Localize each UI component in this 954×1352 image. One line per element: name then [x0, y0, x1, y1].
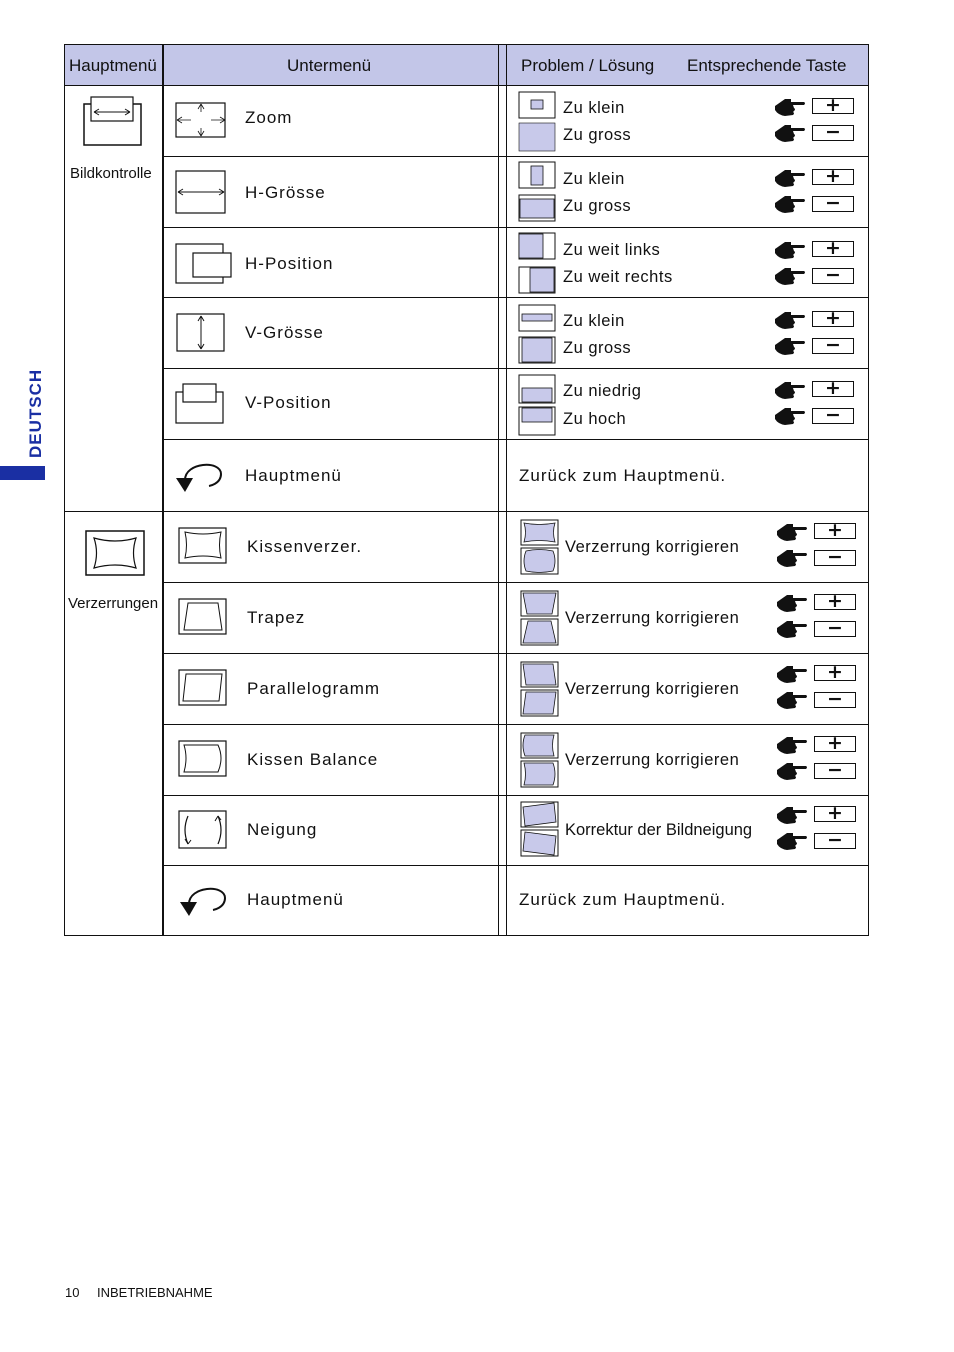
- sub-label-parallelogram: Parallelogramm: [247, 679, 381, 698]
- problem-label: Zu klein: [563, 99, 625, 117]
- header-button: Entsprechende Taste: [687, 56, 847, 75]
- problem-label: Verzerrung korrigieren: [565, 609, 740, 627]
- plus-button[interactable]: [812, 165, 854, 187]
- header-main-menu: Hauptmenü: [69, 56, 157, 75]
- problem-label: Zu klein: [563, 170, 625, 188]
- too-high-icon: [518, 406, 556, 436]
- grid-line: [506, 44, 507, 936]
- minus-button[interactable]: [812, 264, 854, 286]
- minus-button-label: −: [827, 759, 843, 781]
- grid-line: [163, 156, 868, 157]
- minus-button-label: −: [825, 404, 841, 426]
- plus-button-label: +: [825, 307, 841, 329]
- minus-button[interactable]: [814, 617, 856, 639]
- minus-button[interactable]: [814, 546, 856, 568]
- page-number: 10: [65, 1285, 80, 1300]
- sub-label-h-position: H-Position: [245, 254, 334, 273]
- pincushion-pair-icon: [520, 519, 560, 575]
- problem-label: Zu niedrig: [563, 382, 642, 400]
- plus-button-label: +: [825, 377, 841, 399]
- pointing-hand-icon: [775, 547, 809, 569]
- minus-button[interactable]: [812, 404, 854, 426]
- problem-label: Zu klein: [563, 312, 625, 330]
- minus-button[interactable]: [814, 829, 856, 851]
- pointing-hand-icon: [773, 167, 807, 189]
- pointing-hand-icon: [775, 663, 809, 685]
- grid-line: [163, 511, 868, 512]
- language-tab-marker: [0, 466, 45, 480]
- minus-button[interactable]: [814, 759, 856, 781]
- too-far-right-icon: [518, 266, 556, 294]
- zoom-icon: [175, 102, 227, 138]
- plus-button[interactable]: [814, 590, 856, 612]
- too-tall-icon: [518, 336, 556, 364]
- pointing-hand-icon: [773, 193, 807, 215]
- plus-button[interactable]: [812, 307, 854, 329]
- pointing-hand-icon: [775, 760, 809, 782]
- plus-button[interactable]: [812, 94, 854, 116]
- distortion-icon: [85, 530, 147, 578]
- problem-label: Zu hoch: [563, 410, 627, 428]
- pointing-hand-icon: [773, 239, 807, 261]
- minus-button-label: −: [825, 121, 841, 143]
- pointing-hand-icon: [773, 122, 807, 144]
- grid-line: [64, 44, 869, 45]
- grid-line: [163, 724, 868, 725]
- image-control-icon: [82, 95, 144, 149]
- grid-line: [162, 44, 164, 936]
- sub-label-v-size: V-Grösse: [245, 323, 324, 342]
- plus-button-label: +: [827, 732, 843, 754]
- grid-line: [868, 44, 869, 936]
- minus-button-label: −: [827, 617, 843, 639]
- pointing-hand-icon: [773, 96, 807, 118]
- sub-label-tilt: Neigung: [247, 820, 318, 839]
- language-tab-label: DEUTSCH: [26, 368, 45, 458]
- pointing-hand-icon: [773, 379, 807, 401]
- minus-button[interactable]: [812, 192, 854, 214]
- header-problem: Problem / Lösung: [521, 56, 655, 75]
- grid-line: [498, 44, 499, 936]
- minus-button-label: −: [827, 546, 843, 568]
- minus-button[interactable]: [812, 334, 854, 356]
- pincushion-balance-icon: [178, 740, 228, 778]
- problem-label: Zu gross: [563, 339, 632, 357]
- minus-button-label: −: [827, 829, 843, 851]
- pointing-hand-icon: [773, 335, 807, 357]
- parallelogram-icon: [178, 669, 228, 707]
- too-narrow-icon: [518, 161, 556, 189]
- group-label-image-control: Bildkontrolle: [70, 165, 152, 182]
- problem-label: Zu weit rechts: [563, 268, 673, 286]
- grid-line: [163, 439, 868, 440]
- minus-button-label: −: [825, 264, 841, 286]
- plus-button[interactable]: [814, 802, 856, 824]
- minus-button-label: −: [825, 334, 841, 356]
- back-to-main-menu-text: Zurück zum Hauptmenü.: [519, 466, 727, 485]
- plus-button-label: +: [827, 802, 843, 824]
- sub-label-pincushion-balance: Kissen Balance: [247, 750, 379, 769]
- grid-line: [64, 85, 869, 86]
- pincushion-icon: [178, 527, 228, 565]
- plus-button-label: +: [827, 590, 843, 612]
- group-label-distortion: Verzerrungen: [68, 595, 159, 612]
- too-far-left-icon: [518, 232, 556, 260]
- plus-button-label: +: [825, 94, 841, 116]
- plus-button[interactable]: [814, 519, 856, 541]
- tilt-icon: [178, 810, 228, 850]
- minus-button[interactable]: [812, 121, 854, 143]
- grid-line: [163, 227, 868, 228]
- sub-label-trapezoid: Trapez: [247, 608, 306, 627]
- pointing-hand-icon: [773, 405, 807, 427]
- plus-button[interactable]: [814, 732, 856, 754]
- trapezoid-pair-icon: [520, 590, 560, 646]
- trapezoid-icon: [178, 598, 228, 636]
- problem-label: Korrektur der Bildneigung: [565, 821, 753, 839]
- tilt-pair-icon: [520, 801, 560, 857]
- header-sub-menu: Untermenü: [287, 56, 372, 75]
- pointing-hand-icon: [775, 592, 809, 614]
- problem-label: Verzerrung korrigieren: [565, 751, 740, 769]
- parallelogram-pair-icon: [520, 661, 560, 717]
- grid-line: [163, 582, 868, 583]
- pointing-hand-icon: [773, 309, 807, 331]
- too-wide-icon: [518, 194, 556, 222]
- v-size-icon: [176, 313, 226, 353]
- sub-label-zoom: Zoom: [245, 108, 293, 127]
- problem-label: Zu weit links: [563, 241, 661, 259]
- h-position-icon: [175, 243, 233, 285]
- sub-label-pincushion: Kissenverzer.: [247, 537, 363, 556]
- too-low-icon: [518, 374, 556, 404]
- grid-line: [163, 795, 868, 796]
- pincushion-balance-pair-icon: [520, 732, 560, 788]
- too-large-icon: [518, 122, 556, 152]
- pointing-hand-icon: [775, 804, 809, 826]
- grid-line: [163, 865, 868, 866]
- problem-label: Zu gross: [563, 126, 632, 144]
- sub-label-h-size: H-Grösse: [245, 183, 326, 202]
- pointing-hand-icon: [775, 734, 809, 756]
- h-size-icon: [175, 170, 227, 214]
- plus-button[interactable]: [812, 377, 854, 399]
- too-small-icon: [518, 91, 556, 119]
- pointing-hand-icon: [775, 689, 809, 711]
- sub-label-main-menu: Hauptmenü: [245, 466, 342, 485]
- pointing-hand-icon: [775, 830, 809, 852]
- grid-line: [64, 511, 163, 512]
- minus-button-label: −: [825, 192, 841, 214]
- minus-button[interactable]: [814, 688, 856, 710]
- plus-button-label: +: [827, 661, 843, 683]
- problem-label: Verzerrung korrigieren: [565, 538, 740, 556]
- minus-button-label: −: [827, 688, 843, 710]
- grid-line: [163, 368, 868, 369]
- return-arrow-icon: [173, 458, 225, 494]
- sub-label-v-position: V-Position: [245, 393, 332, 412]
- sub-label-main-menu: Hauptmenü: [247, 890, 344, 909]
- problem-label: Zu gross: [563, 197, 632, 215]
- back-to-main-menu-text: Zurück zum Hauptmenü.: [519, 890, 727, 909]
- plus-button[interactable]: [812, 237, 854, 259]
- grid-line: [64, 935, 869, 936]
- return-arrow-icon: [177, 882, 229, 918]
- plus-button-label: +: [827, 519, 843, 541]
- problem-label: Verzerrung korrigieren: [565, 680, 740, 698]
- plus-button-label: +: [825, 165, 841, 187]
- plus-button[interactable]: [814, 661, 856, 683]
- plus-button-label: +: [825, 237, 841, 259]
- v-position-icon: [175, 382, 225, 424]
- too-short-icon: [518, 304, 556, 332]
- pointing-hand-icon: [773, 265, 807, 287]
- grid-line: [163, 653, 868, 654]
- pointing-hand-icon: [775, 618, 809, 640]
- footer-section: INBETRIEBNAHME: [97, 1285, 213, 1300]
- grid-line: [64, 44, 65, 936]
- pointing-hand-icon: [775, 521, 809, 543]
- grid-line: [163, 297, 868, 298]
